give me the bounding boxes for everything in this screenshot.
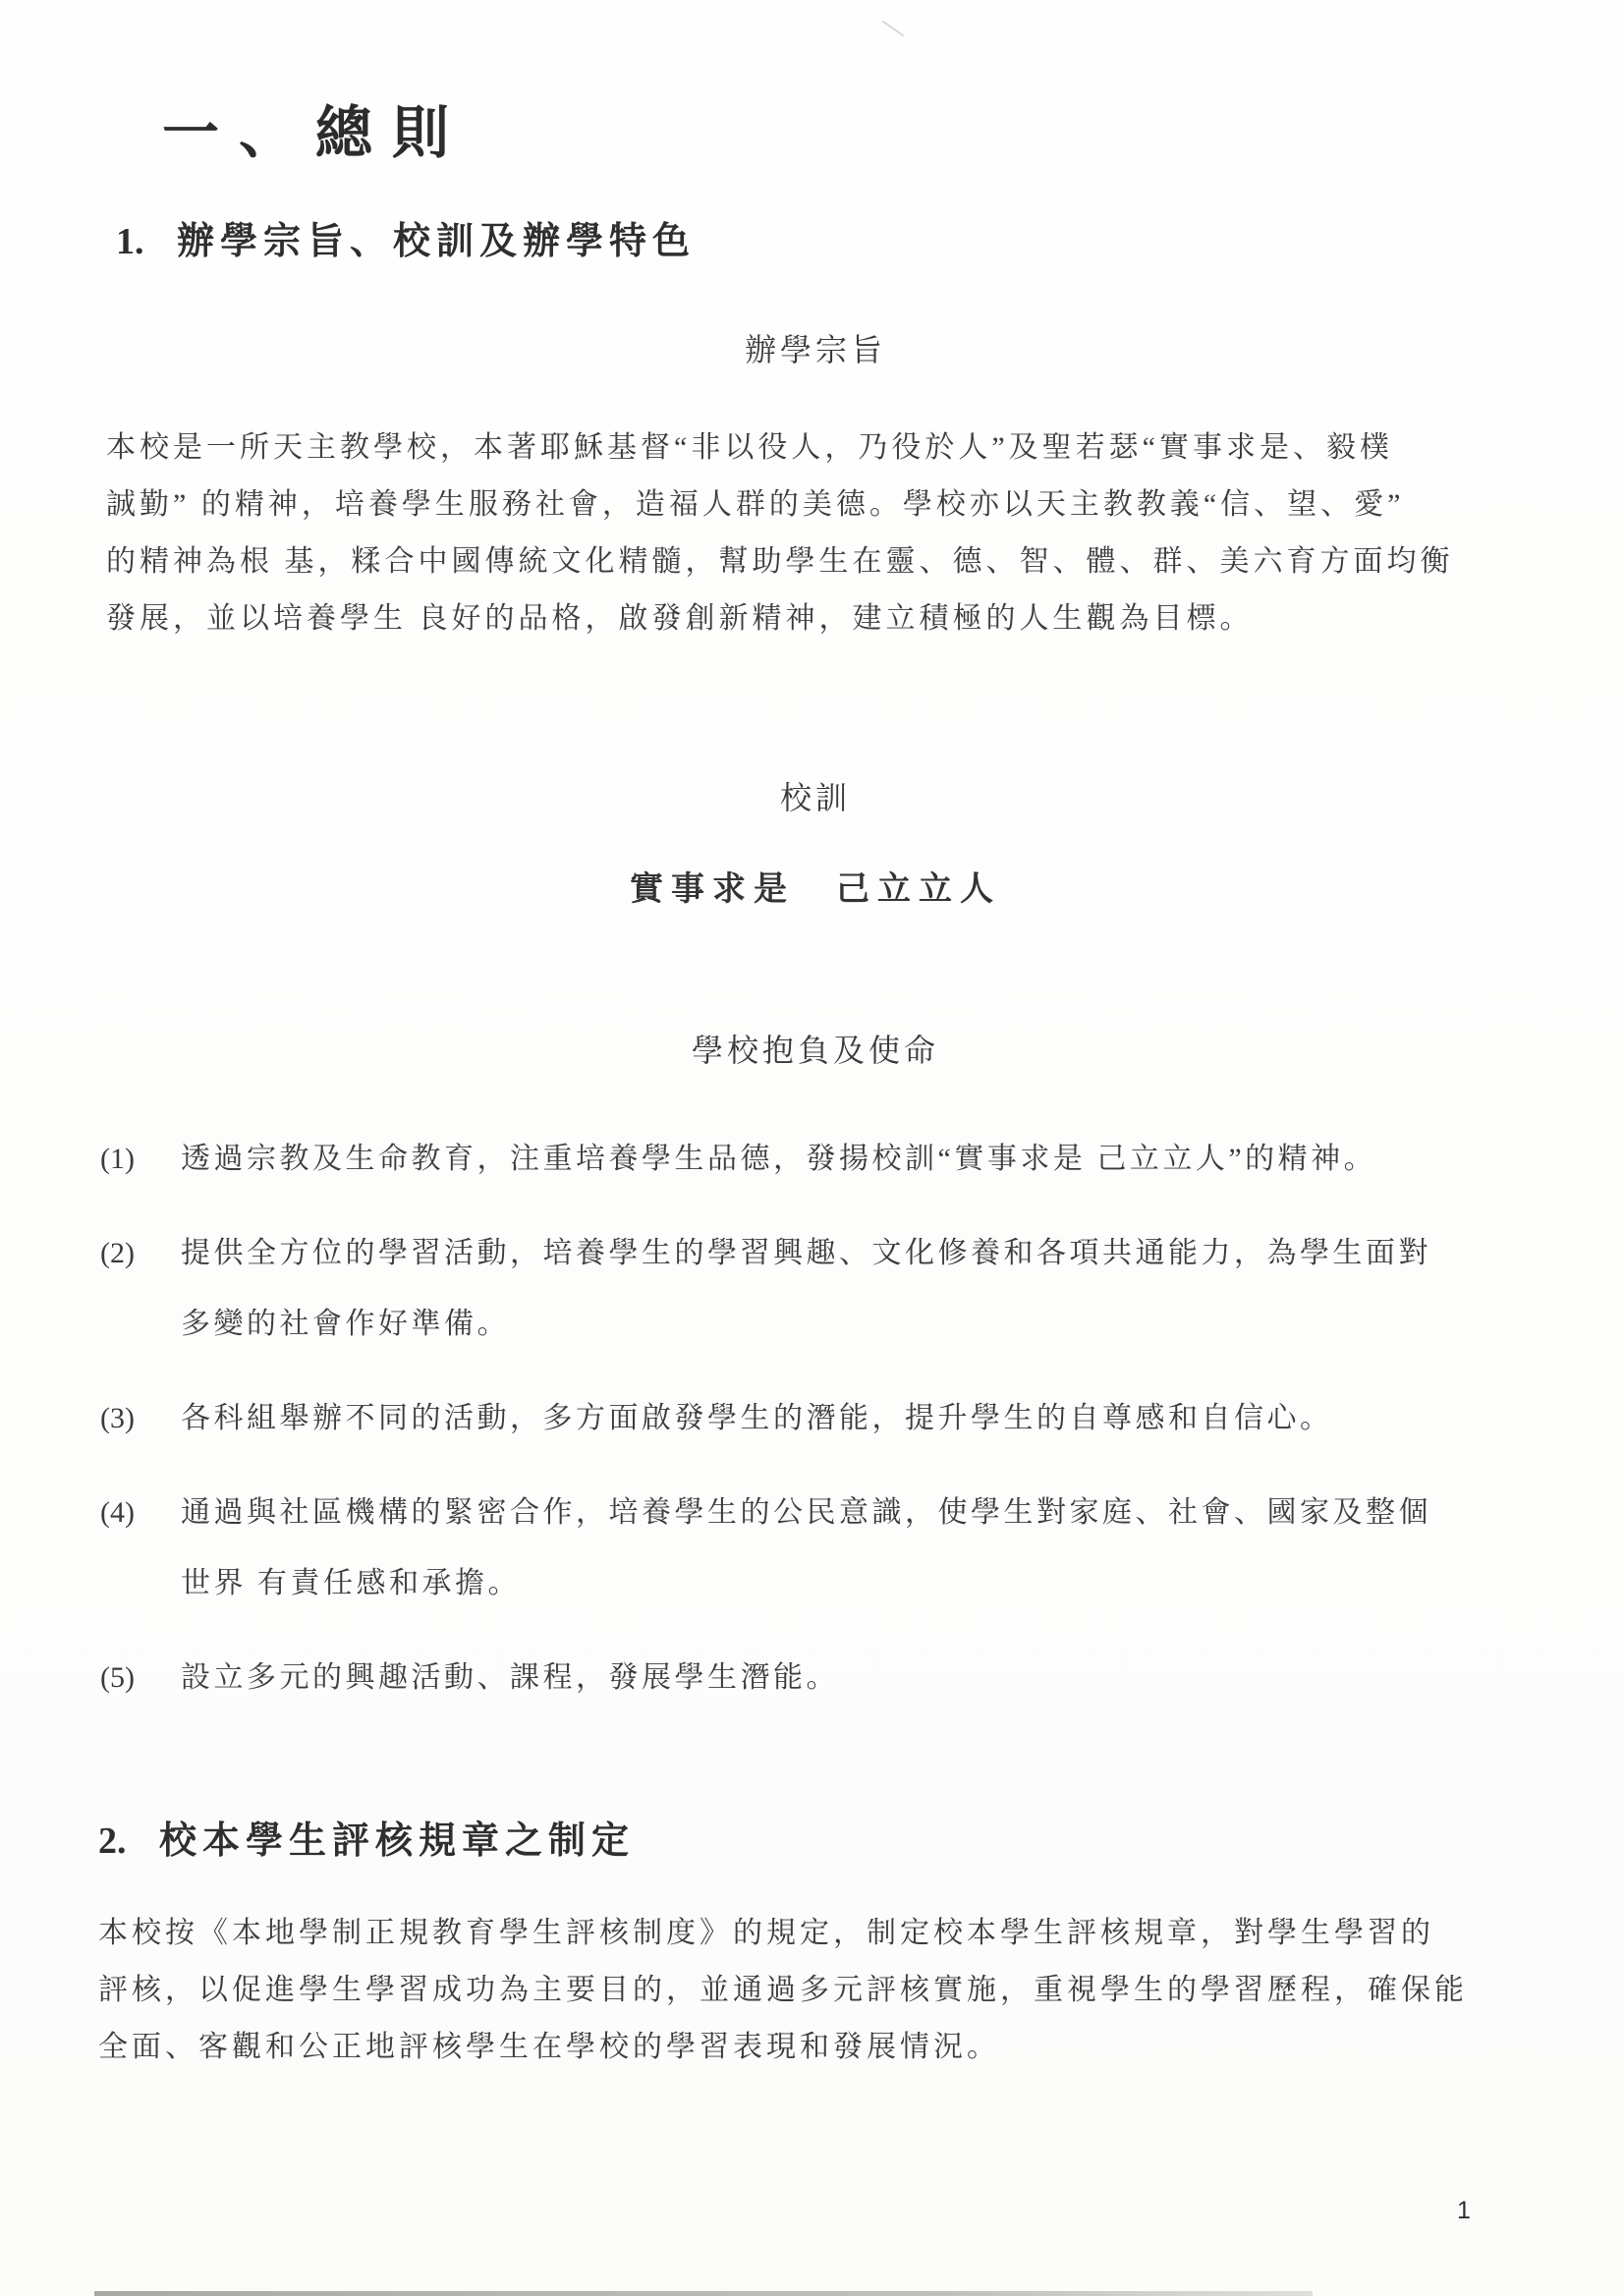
- mission-statement-paragraph: [106, 420, 1533, 647]
- paragraph-line: 發展，並以培養學生 良好的品格，啟發創新精神，建立積極的人生觀為目標。: [106, 602, 1254, 635]
- paragraph-line: 誠勤” 的精神，培養學生服務社會，造福人群的美德。學校亦以天主教教義“信、望、愛”: [106, 488, 1405, 521]
- paragraph-line: 的精神為根 基，糅合中國傳統文化精髓，幫助學生在靈、德、智、體、群、美六育方面均衡: [106, 545, 1454, 578]
- list-item-number: (2): [100, 1237, 135, 1269]
- document-body: [98, 86, 1533, 2076]
- page-title: 一、總則: [162, 101, 470, 165]
- list-item-number: (4): [100, 1496, 135, 1529]
- list-item: [98, 1643, 1533, 1713]
- scan-edge-bottom: [94, 2291, 1313, 2296]
- list-item-text: [181, 1124, 1376, 1195]
- school-motto-title: 校訓: [779, 780, 851, 815]
- paragraph-line: 評核，以促進學生學習成功為主要目的，並通過多元評核實施，重視學生的學習歷程，確保能: [98, 1974, 1468, 2006]
- paragraph-line: 多變的社會作好準備。: [181, 1308, 510, 1340]
- section-2-paragraph: [98, 1905, 1533, 2076]
- list-item-text: [181, 1478, 1431, 1619]
- section-2-number: 2.: [98, 1820, 127, 1862]
- paragraph-line: 各科組舉辦不同的活動，多方面啟發學生的潛能，提升學生的自尊感和自信心。: [181, 1402, 1333, 1434]
- section-1-heading: [116, 210, 1533, 264]
- paragraph-line: 透過宗教及生命教育，注重培養學生品德，發揚校訓“實事求是 己立立人”的精神。: [181, 1143, 1377, 1175]
- section-2-heading: [98, 1810, 1533, 1864]
- list-item-text: [181, 1218, 1431, 1360]
- paragraph-line: 提供全方位的學習活動，培養學生的學習興趣、文化修養和各項共通能力，為學生面對: [181, 1237, 1431, 1269]
- list-item: [98, 1124, 1533, 1195]
- list-item-number: (5): [100, 1661, 135, 1694]
- paragraph-line: 本校按《本地學制正規教育學生評核制度》的規定，制定校本學生評核規章，對學生學習的: [98, 1917, 1434, 1949]
- section-1-title: 辦學宗旨、校訓及辦學特色: [177, 221, 697, 262]
- list-item-text: [181, 1643, 839, 1713]
- section-2-title: 校本學生評核規章之制定: [159, 1820, 636, 1862]
- list-item-number: (1): [100, 1143, 135, 1175]
- vision-mission-title: 學校抱負及使命: [691, 1033, 939, 1068]
- list-item: [98, 1218, 1533, 1360]
- list-item-number: (3): [100, 1402, 135, 1434]
- paragraph-line: 本校是一所天主教學校，本著耶穌基督“非以役人，乃役於人”及聖若瑟“實事求是、毅樸: [106, 431, 1393, 464]
- paragraph-line: 設立多元的興趣活動、課程，發展學生潛能。: [181, 1661, 839, 1694]
- page-number: 1: [1457, 2197, 1471, 2224]
- list-item: [98, 1478, 1533, 1619]
- list-item-text: [181, 1383, 1333, 1454]
- list-item: [98, 1383, 1533, 1454]
- paragraph-line: 世界 有責任感和承擔。: [181, 1567, 521, 1599]
- section-1-number: 1.: [116, 221, 144, 262]
- vision-mission-list: [98, 1124, 1533, 1713]
- paragraph-line: 通過與社區機構的緊密合作，培養學生的公民意識，使學生對家庭、社會、國家及整個: [181, 1496, 1431, 1529]
- school-motto: 實事求是 己立立人: [630, 871, 1001, 908]
- paragraph-line: 全面、客觀和公正地評核學生在學校的學習表現和發展情況。: [98, 2031, 1000, 2063]
- mission-statement-title: 辦學宗旨: [744, 332, 886, 367]
